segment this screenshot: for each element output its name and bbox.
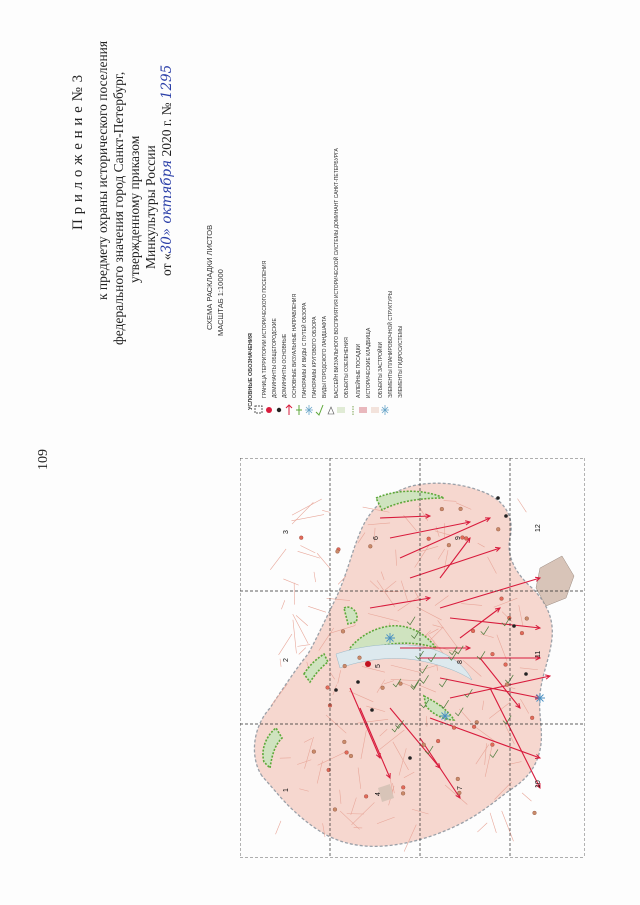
street-line xyxy=(279,634,292,655)
dominant-dot xyxy=(299,536,303,540)
panorama-icon xyxy=(385,633,395,643)
dominant-dot xyxy=(525,617,529,621)
legend-heading: УСЛОВНЫЕ ОБОЗНАЧЕНИЯ xyxy=(248,333,254,410)
header-line-1: к предмету охраны исторического поселения xyxy=(95,40,110,300)
legend-item-label: ПАНОРАМЫ КРУГОВОГО ОБЗОРА xyxy=(312,316,318,398)
dominant-dot xyxy=(490,743,494,747)
city-dominant-dot xyxy=(365,661,371,667)
street-line xyxy=(292,499,322,515)
main-dominant-dot xyxy=(334,688,338,692)
street-line xyxy=(314,572,316,582)
sheet-number-label: 2 xyxy=(283,658,290,662)
street-line xyxy=(281,600,284,609)
legend-symbol-icon xyxy=(336,404,346,416)
legend-symbol-icon xyxy=(390,404,400,416)
legend-item-label: ВИДЫ ГОРОДСКОГО ЛАНДШАФТА xyxy=(322,315,328,398)
legend-item-label: АЛЛЕЙНЫЕ ПОСАДКИ xyxy=(356,343,362,398)
dominant-dot xyxy=(343,664,347,668)
dominant-dot xyxy=(464,536,468,540)
dominant-dot xyxy=(368,544,372,548)
street-line xyxy=(280,659,281,667)
street-line xyxy=(276,821,281,834)
legend-item-label: ДОМИНАНТЫ ОБЩЕГОРОДСКИЕ xyxy=(272,318,278,398)
appendix-title: П р и л о ж е н и е № 3 xyxy=(70,74,86,230)
street-line xyxy=(293,620,297,654)
legend-symbol-icon xyxy=(294,404,304,416)
dominant-dot xyxy=(530,716,534,720)
sheet-layout-map xyxy=(240,458,585,858)
dominant-dot xyxy=(358,656,362,660)
sheet-number-label: 11 xyxy=(535,650,542,658)
legend-item-label: ОСНОВНЫЕ ВИЗУАЛЬНЫЕ НАПРАВЛЕНИЯ xyxy=(292,293,298,398)
legend-symbol-icon xyxy=(380,404,390,416)
legend-item-label: ГРАНИЦА ТЕРРИТОРИИ ИСТОРИЧЕСКОГО ПОСЕЛЕНИЯ xyxy=(262,260,268,398)
header-line-2: федерального значения город Санкт-Петербург, xyxy=(111,71,126,345)
dominant-dot xyxy=(336,550,340,554)
dominant-dot xyxy=(504,663,508,667)
legend-item-label: ДОМИНАНТЫ ОСНОВНЫЕ xyxy=(282,333,288,398)
main-dominant-dot xyxy=(370,708,374,712)
street-line xyxy=(283,579,298,585)
sheet-number-label: 12 xyxy=(535,524,542,532)
industrial-block xyxy=(536,556,574,606)
scheme-scale: МАСШТАБ 1:10000 xyxy=(216,269,225,336)
dominant-dot xyxy=(381,686,385,690)
sheet-number-label: 6 xyxy=(373,536,380,540)
legend-item-label: ОБЪЕКТЫ ЗАСТРОЙКИ xyxy=(378,341,384,398)
street-line xyxy=(270,549,286,570)
dominant-dot xyxy=(401,785,405,789)
dominant-dot xyxy=(496,527,500,531)
sheet-number-label: 4 xyxy=(375,792,382,796)
number-handwritten: 1295 xyxy=(159,64,175,100)
dominant-dot xyxy=(342,740,346,744)
street-line xyxy=(517,499,526,513)
main-dominant-dot xyxy=(504,514,508,518)
street-line xyxy=(490,813,496,833)
dominant-dot xyxy=(436,739,440,743)
street-line xyxy=(300,545,315,552)
date-suffix: 2020 г. № xyxy=(159,102,174,157)
dominant-dot xyxy=(471,629,475,633)
main-dominant-dot xyxy=(356,680,360,684)
sheet-number-label: 3 xyxy=(283,530,290,534)
sheet-number-label: 7 xyxy=(457,786,464,790)
legend-item-label: ЭЛЕМЕНТЫ ПЛАНИРОВОЧНОЙ СТРУКТУРЫ xyxy=(388,290,394,398)
legend-symbol-icon xyxy=(370,404,380,416)
header-date-line xyxy=(159,65,175,276)
dominant-dot xyxy=(345,751,349,755)
street-line xyxy=(502,811,514,841)
dominant-dot xyxy=(452,726,456,730)
sheet-number-label: 9 xyxy=(455,536,462,540)
date-handwritten: 30» октября xyxy=(159,159,175,254)
street-line xyxy=(317,553,330,569)
dominant-dot xyxy=(341,629,345,633)
legend-symbol-icon xyxy=(304,404,314,416)
dominant-dot xyxy=(459,507,463,511)
street-line xyxy=(322,510,330,512)
sheet-number-label: 1 xyxy=(283,788,290,792)
scheme-title: СХЕМА РАСКЛАДКИ ЛИСТОВ xyxy=(205,224,214,330)
legend-symbol-icon xyxy=(284,404,294,416)
header-line-3: утвержденному приказом xyxy=(127,135,142,283)
street-line xyxy=(299,648,306,655)
legend-item-label: ПАНОРАМЫ И ВИДЫ С ПУТЕЙ ОБЗОРА xyxy=(302,302,308,398)
sheet-number-label: 5 xyxy=(375,664,382,668)
street-line xyxy=(308,606,326,612)
sheet-number-label: 10 xyxy=(535,780,542,788)
legend-symbol-icon xyxy=(264,404,274,416)
dominant-dot xyxy=(401,792,405,796)
dominant-dot xyxy=(533,811,537,815)
legend-symbol-icon xyxy=(314,404,324,416)
legend-symbol-icon xyxy=(274,404,284,416)
dominant-dot xyxy=(326,686,330,690)
dominant-dot xyxy=(457,791,461,795)
street-line xyxy=(522,793,531,801)
dominant-dot xyxy=(312,750,316,754)
legend-symbol-icon xyxy=(254,404,264,416)
legend-item-label: ОБЪЕКТЫ ОЗЕЛЕНЕНИЯ xyxy=(344,337,350,398)
page-number: 109 xyxy=(36,449,51,470)
legend-item-label: ЭЛЕМЕНТЫ ГИДРОСИСТЕМЫ xyxy=(398,325,404,398)
dominant-dot xyxy=(422,743,426,747)
dominant-dot xyxy=(472,725,476,729)
dominant-dot xyxy=(349,754,353,758)
street-line xyxy=(477,823,487,832)
legend-symbol-icon xyxy=(348,404,358,416)
panorama-icon xyxy=(440,711,450,721)
street-line xyxy=(297,645,310,647)
legend-item-label: БАССЕЙН ВИЗУАЛЬНОГО ВОСПРИЯТИЯ ИСТОРИЧЕСКОЙ СИСТЕМЫ ДОМИНАНТ САНКТ-ПЕТЕРБУРГА xyxy=(334,148,340,398)
dominant-dot xyxy=(500,597,504,601)
main-dominant-dot xyxy=(408,756,412,760)
main-dominant-dot xyxy=(524,672,528,676)
legend-item-label: ИСТОРИЧЕСКИЕ КЛАДБИЩА xyxy=(366,327,372,398)
sheet-number-label: 8 xyxy=(457,660,464,664)
panorama-icon xyxy=(535,693,545,703)
dominant-dot xyxy=(333,808,337,812)
date-prefix: от « xyxy=(159,253,174,276)
dominant-dot xyxy=(456,777,460,781)
dominant-dot xyxy=(475,720,479,724)
dominant-dot xyxy=(491,652,495,656)
dominant-dot xyxy=(427,537,431,541)
dominant-dot xyxy=(364,794,368,798)
dominant-dot xyxy=(447,543,451,547)
legend-symbol-icon xyxy=(326,404,336,416)
legend-symbol-icon xyxy=(358,404,368,416)
street-line xyxy=(298,551,320,558)
main-dominant-dot xyxy=(512,624,516,628)
dominant-dot xyxy=(520,631,524,635)
main-dominant-dot xyxy=(496,496,500,500)
dominant-dot xyxy=(440,507,444,511)
header-line-4: Минкультуры России xyxy=(143,145,158,269)
